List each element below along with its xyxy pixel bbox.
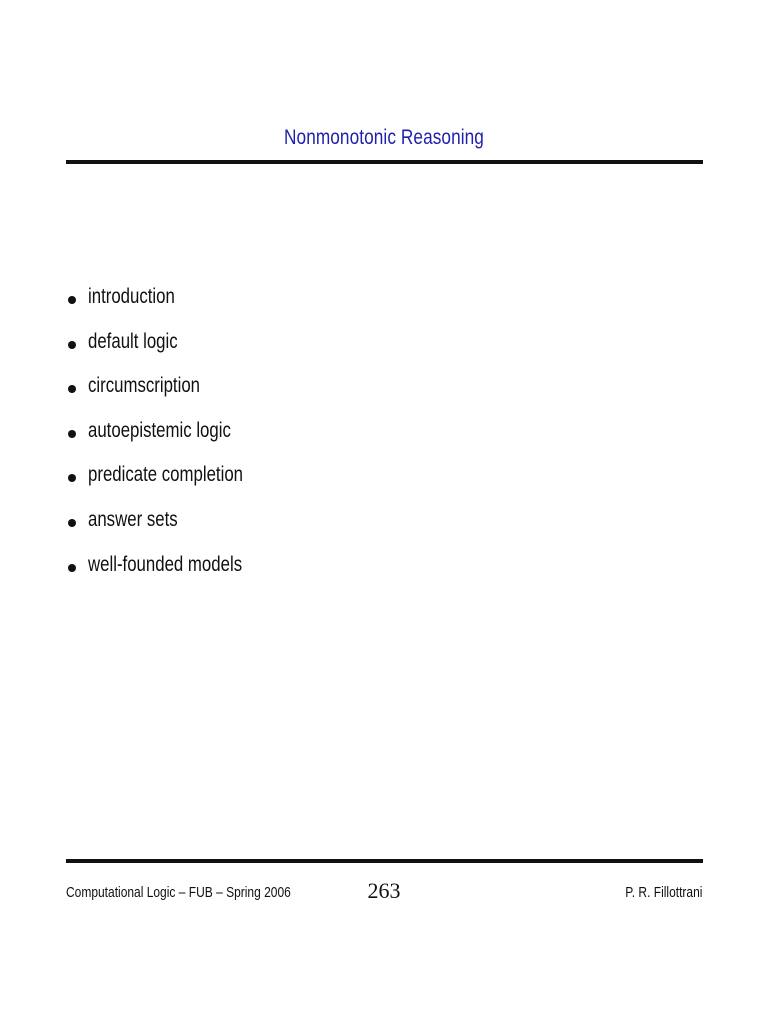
bullet-icon (68, 564, 76, 572)
list-item (66, 460, 282, 505)
page-number: 263 (367, 878, 401, 903)
list-item-label: well-founded models (88, 552, 243, 576)
slide-title: Nonmonotonic Reasoning (284, 126, 484, 149)
list-item (66, 371, 282, 416)
bullet-icon (68, 385, 76, 393)
list-item (66, 282, 282, 327)
list-item (66, 416, 282, 461)
bullet-icon (68, 474, 76, 482)
bullet-icon (68, 519, 76, 527)
bullet-icon (68, 296, 76, 304)
topic-list (66, 282, 282, 594)
footer-author: P. R. Fillottrani (624, 884, 702, 901)
list-item (66, 327, 282, 372)
footer-course: Computational Logic – FUB – Spring 2006 (66, 884, 291, 901)
list-item (66, 505, 282, 550)
list-item-label: autoepistemic logic (88, 418, 231, 442)
list-item (66, 550, 282, 595)
header-rule (66, 160, 703, 164)
list-item-label: introduction (88, 285, 175, 308)
bullet-icon (68, 430, 76, 438)
list-item-label: predicate completion (88, 463, 244, 487)
list-item-label: answer sets (88, 507, 178, 531)
list-item-label: circumscription (88, 374, 201, 398)
list-item-label: default logic (88, 329, 178, 353)
bullet-icon (68, 341, 76, 349)
footer-rule (66, 859, 703, 863)
